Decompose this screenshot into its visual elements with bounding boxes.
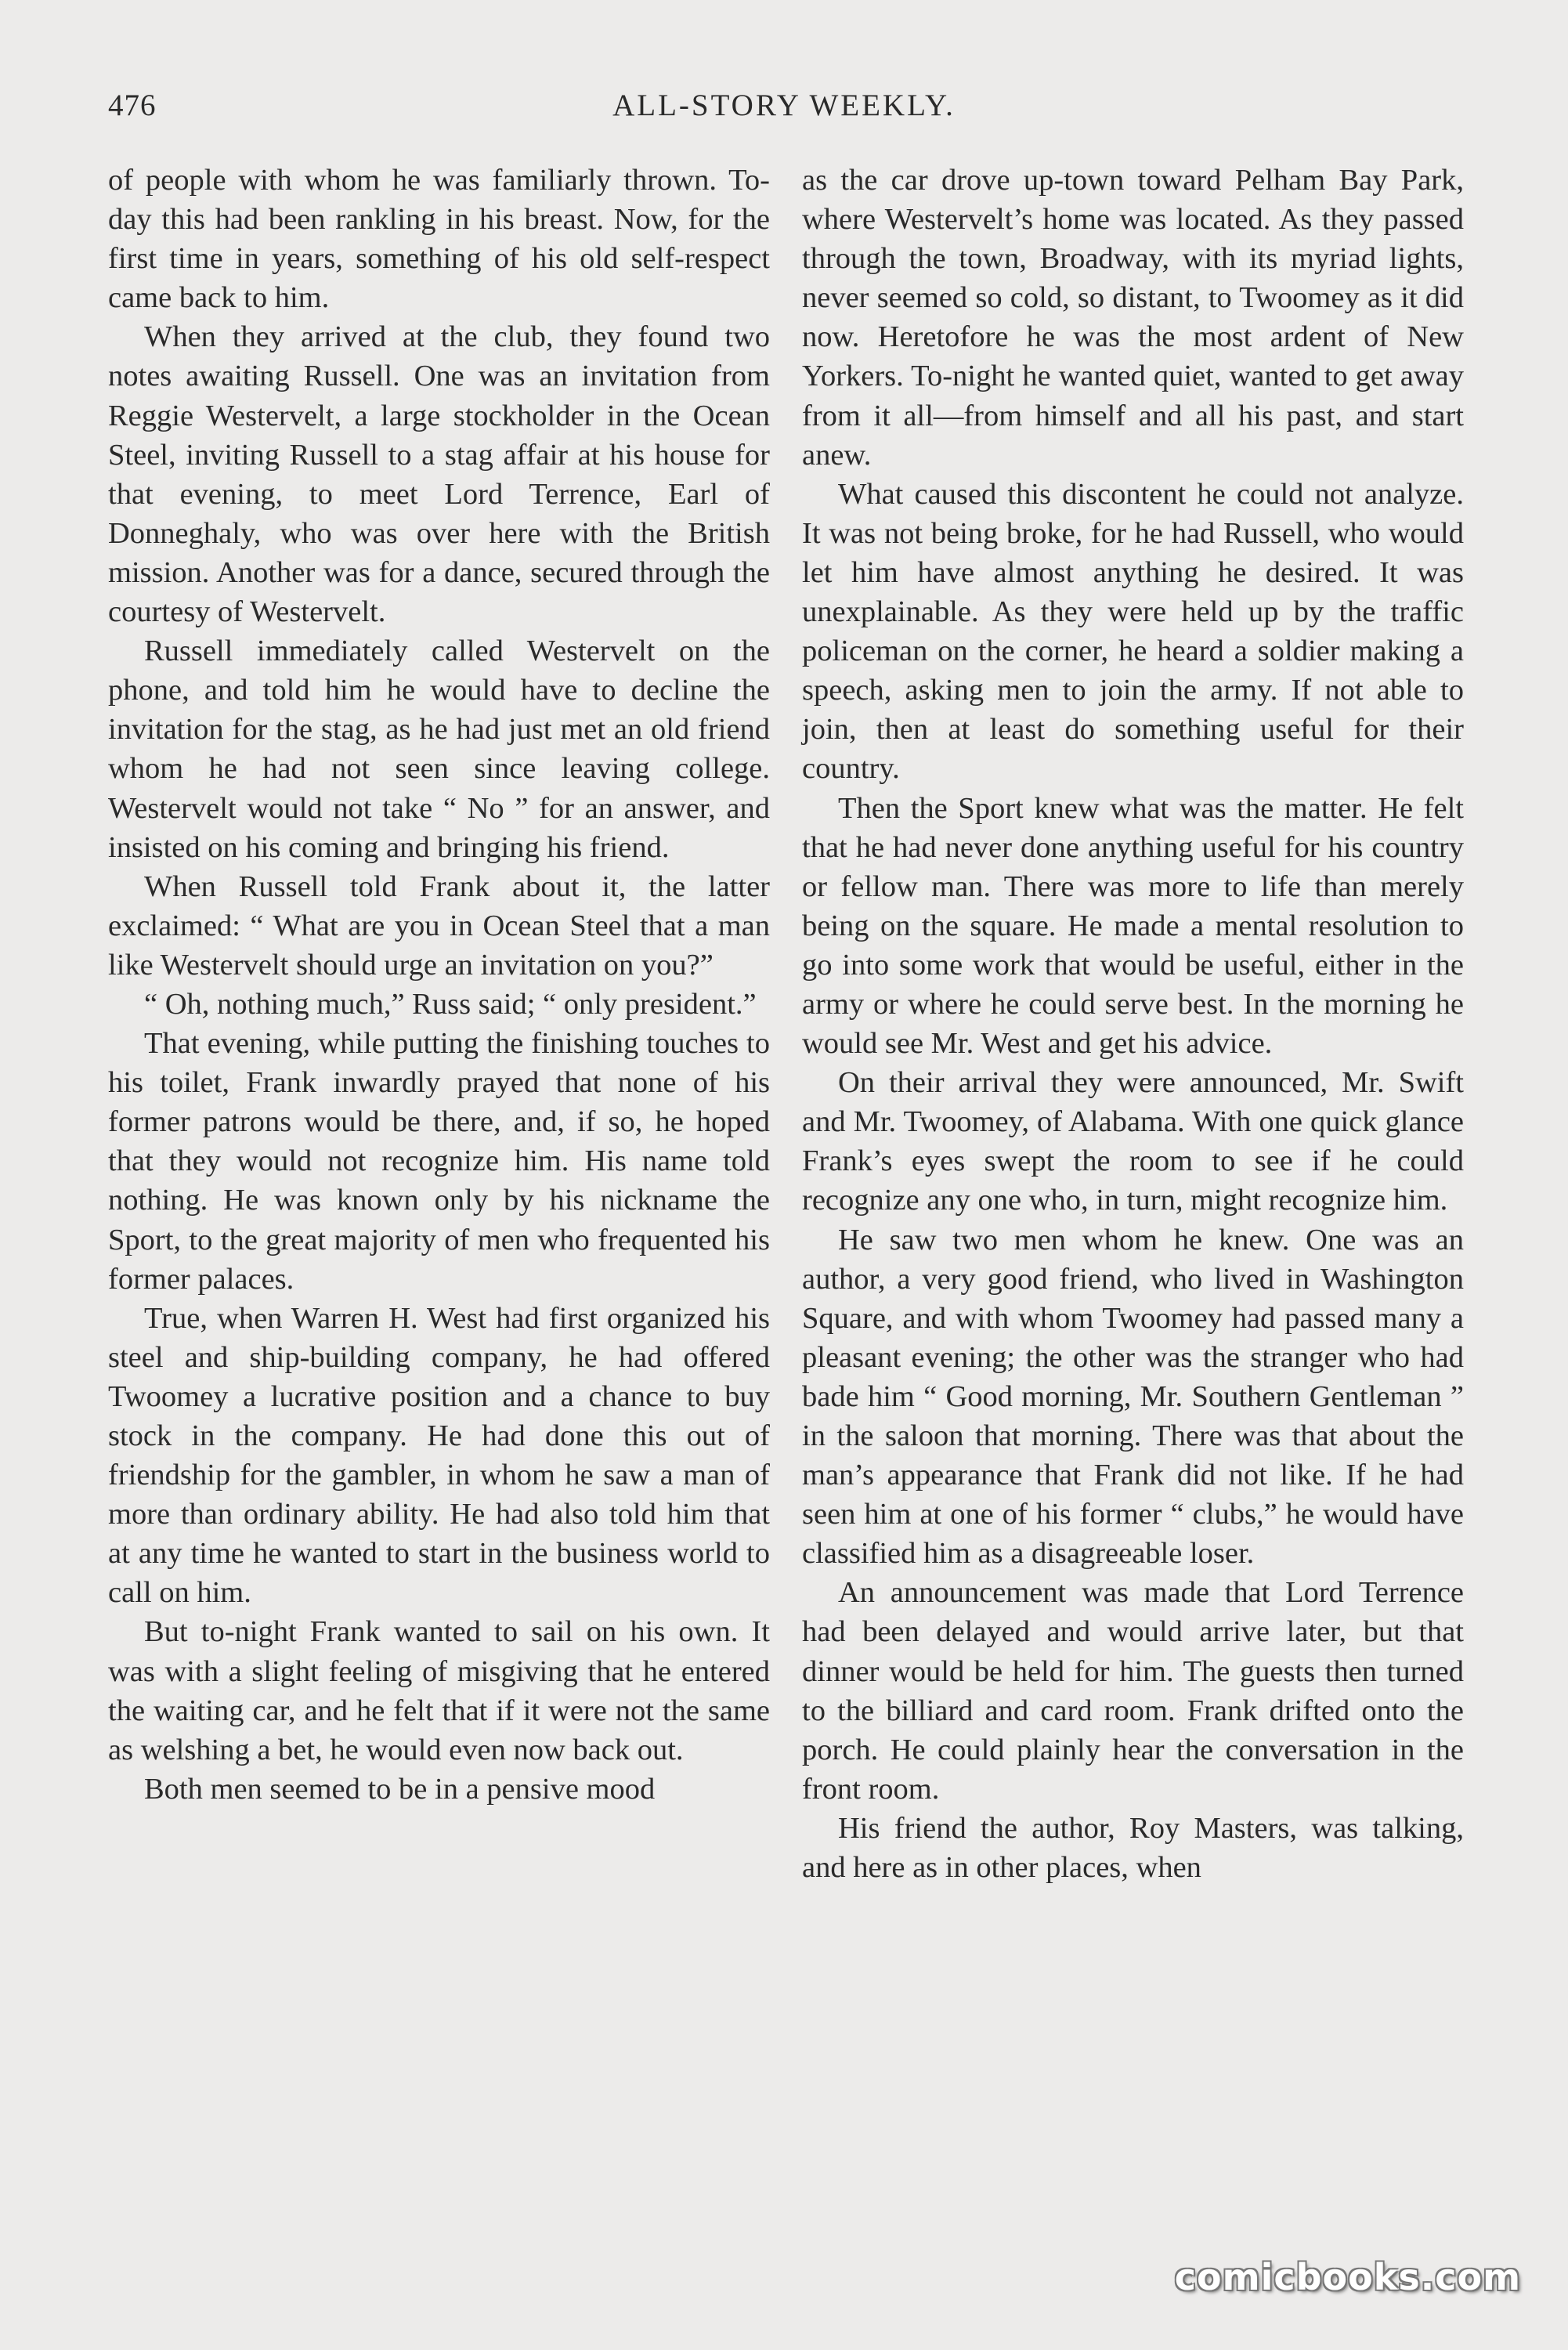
paragraph: His friend the author, Roy Masters, was talking, and here as in other places, when [802,1811,1464,1885]
paragraph: as the car drove up-town toward Pelham Bay Park, where Westervelt’s home was located. As they passed through the town, Broadway, with its myriad lights, never seemed so cold, so distant, to Twoomey as it did now. Heretofore he was the most ardent of New Yorkers. To-night he wanted quiet, wanted to get away from it all—from himself and all his past, and start anew. [802,164,1464,472]
watermark-logo: comicbooks.com [1174,2256,1521,2298]
paragraph: What caused this discontent he could not analyze. It was not being broke, for he had Russell, who would let him have almost anything he desired. It was unexplainable. As they were held up by the traffic policeman on the corner, he heard a soldier making a speech, asking men to join the army. If not able to join, then at least do something useful for their country. [802,477,1464,786]
running-head: ALL-STORY WEEKLY. [612,89,956,122]
paragraph: He saw two men whom he knew. One was an author, a very good friend, who lived in Washington Square, and with whom Twoomey had passed many a pleasant evening; the other was the stranger who had bade him “ Good morning, Mr. Southern Gentleman ” in the saloon that morning. There was that about the man’s appearance that Frank did not like. If he had seen him at one of his former “ clubs,” he would have classified him as a disagreeable loser. [802,1223,1464,1571]
paragraph: But to-night Frank wanted to sail on his own. It was with a slight feeling of misgiving that he entered the waiting car, and he felt that if it were not the same as welshing a bet, he would even now back out. [108,1615,770,1766]
paragraph: An announcement was made that Lord Terrence had been delayed and would arrive later, but that dinner would be held for him. The guests then turned to the billiard and card room. Frank drifted onto the porch. He could plainly hear the conversation in the front room. [802,1576,1464,1806]
paragraph: Both men seemed to be in a pensive mood [144,1772,656,1806]
paragraph: When they arrived at the club, they found two notes awaiting Russell. One was an invitation from Reggie Westervelt, a large stockholder in the Ocean Steel, inviting Russell to a stag affair at his house for that evening, to meet Lord Terrence, Earl of Donneghaly, who was over here with the British mission. Another was for a dance, secured through the courtesy of Westervelt. [108,320,770,629]
right-column [802,161,1464,1887]
paragraph: Then the Sport knew what was the matter. He felt that he had never done anything useful for his country or fellow man. There was more to life than merely being on the square. He made a mental resolution to go into some work that would be useful, either in the army or where he could serve best. In the morning he would see Mr. West and get his advice. [802,791,1464,1061]
paragraph: When Russell told Frank about it, the latter exclaimed: “ What are you in Ocean Steel that a man like Westervelt should urge an invitation on you?” [108,870,770,982]
paragraph: That evening, while putting the finishing touches to his toilet, Frank inwardly prayed that none of his former patrons would be there, and, if so, he hoped that they would not recognize him. His name told nothing. He was known only by his nickname the Sport, to the great majority of men who frequented his former palaces. [108,1027,770,1296]
left-column [108,161,770,1809]
paragraph: Russell immediately called Westervelt on the phone, and told him he would have to decline the invitation for the stag, as he had just met an old friend whom he had not seen since leaving college. Westervelt would not take “ No ” for an answer, and insisted on his coming and bringing his friend. [108,634,770,864]
paragraph: On their arrival they were announced, Mr. Swift and Mr. Twoomey, of Alabama. With one quick glance Frank’s eyes swept the room to see if he could recognize any one who, in turn, might recognize him. [802,1066,1464,1217]
paragraph: True, when Warren H. West had first organized his steel and ship-building company, he had offered Twoomey a lucrative position and a chance to buy stock in the company. He had done this out of friendship for the gambler, in whom he saw a man of more than ordinary ability. He had also told him that at any time he wanted to start in the business world to call on him. [108,1301,770,1610]
paragraph: of people with whom he was familiarly thrown. To-day this had been rankling in his breast. Now, for the first time in years, something of his old self-respect came back to him. [108,164,770,315]
page-number: 476 [108,89,157,122]
paragraph: “ Oh, nothing much,” Russ said; “ only president.” [144,987,757,1021]
